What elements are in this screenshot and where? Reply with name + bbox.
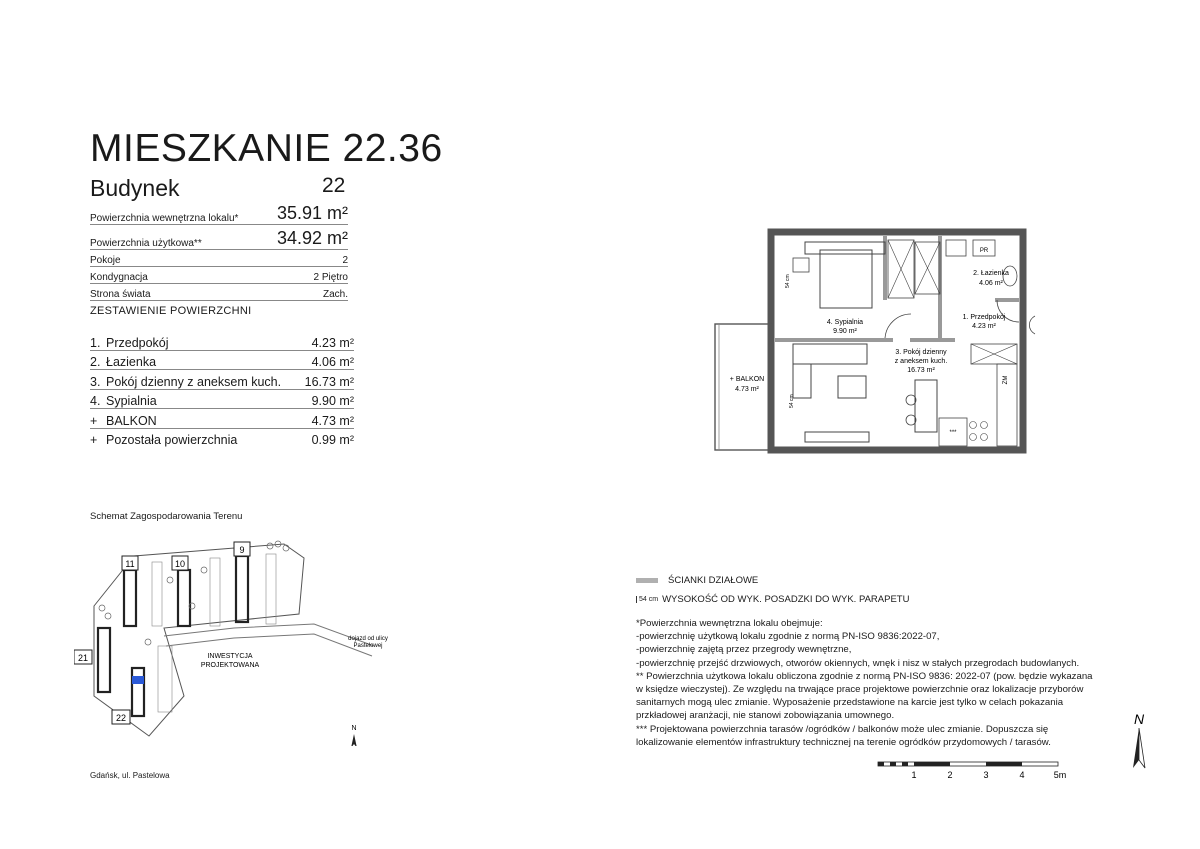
room-living-sub: z aneksem kuch.: [894, 358, 948, 365]
surfaces-table: [90, 331, 354, 447]
info-label: Pokoje: [90, 255, 121, 266]
building-11-label: 11: [125, 559, 135, 569]
note-line: lokalizowanie elementów infrastruktury technicznej na terenie ogródków przydomowych / tarasów.: [636, 736, 1051, 748]
access-label-2: Pastelowej: [353, 643, 383, 649]
note-line: -powierzchnię zajętą przez przegrody wewnętrzne,: [636, 644, 852, 656]
apartment-highlight: [132, 676, 144, 684]
surface-label: Przedpokój: [106, 335, 169, 350]
surface-row: [90, 370, 354, 390]
legend-sill: [636, 594, 909, 605]
info-row-internal-area: [90, 202, 348, 225]
nightstand: [793, 258, 809, 272]
surface-row: [90, 351, 354, 371]
building-10-label: 10: [174, 559, 186, 569]
location-label: Gdańsk, ul. Pastelowa: [90, 771, 170, 780]
sofa: [793, 344, 867, 364]
room-living-label: 3. Pokój dzienny: [895, 349, 947, 356]
surface-num: +: [90, 433, 98, 447]
stars-label: ***: [949, 430, 957, 436]
note-line: -powierzchnię przejść drzwiowych, otworów okiennych, wnęk i nisz w stałych przegrodach budowlanych.: [636, 657, 1080, 669]
pr-label: PR: [979, 248, 989, 254]
building-21: [98, 628, 110, 692]
note-line: przkładowej aranżacji, nie stanowi zobowiązania umownego.: [636, 710, 895, 722]
info-value: 2 Piętro: [313, 272, 348, 283]
note-line: *** Projektowana powierzchnia tarasów /ogródków / balkonów może ulec zmianie. Dopuszcza się: [636, 723, 1049, 735]
tv-cabinet: [805, 432, 869, 442]
surface-value: 0.99 m²: [311, 433, 354, 447]
scale-tick-5: 5m: [1053, 770, 1067, 780]
building-11: [124, 570, 136, 626]
headboard: [805, 242, 885, 254]
building-22: [132, 668, 144, 716]
surface-row: [90, 409, 354, 429]
north-label: N: [1133, 711, 1145, 727]
surface-label: BALKON: [106, 413, 157, 428]
info-value: 35.91 m²: [276, 203, 348, 223]
building-10: [178, 570, 190, 626]
note-line: sanitarnych mogą ulec zmianie. Wyposażenie przedstawione na karcie jest tylko w celach pokazania: [636, 697, 1064, 709]
info-label: Kondygnacja: [90, 272, 148, 283]
info-row-orientation: [90, 284, 348, 301]
notes: [636, 617, 1156, 749]
parking: [152, 562, 162, 626]
info-value: 34.92 m²: [276, 228, 348, 248]
room-bath-label: 2. Łazienka: [973, 270, 1009, 277]
surface-label: Pozostała powierzchnia: [106, 433, 238, 447]
note-line: ** Powierzchnia użytkowa lokalu obliczona zgodnie z normą PN-ISO 9836: 2022-07 (pow. będzie wykazana: [636, 670, 1093, 682]
balcony-area: 4.73 m²: [735, 386, 759, 393]
room-bed-label: 4. Sypialnia: [826, 319, 864, 326]
room-bed-area: 9.90 m²: [833, 328, 857, 335]
site-boundary: [94, 544, 304, 736]
info-value: Zach.: [322, 289, 348, 300]
north-arrow-icon: [1124, 710, 1154, 770]
surface-num: 2.: [90, 355, 101, 369]
balcony-label: + BALKON: [729, 376, 765, 383]
access-road: [166, 634, 372, 656]
room-living-area: 16.73 m²: [907, 367, 935, 374]
parking: [266, 554, 276, 624]
surface-value: 16.73 m²: [304, 374, 354, 389]
building-9-label: 9: [239, 545, 245, 555]
partition-swatch: [636, 578, 658, 583]
note-line: *Powierzchnia wewnętrzna lokalu obejmuje:: [636, 618, 823, 629]
surface-value: 4.06 m²: [311, 355, 354, 369]
investment-label-2: PROJEKTOWANA: [200, 662, 260, 669]
parking: [158, 646, 172, 712]
sill-height-marker: 54 cm: [785, 274, 791, 288]
floor-plan: [705, 228, 1045, 454]
info-label: Strona świata: [90, 289, 151, 300]
site-plan: [74, 536, 404, 746]
legend-sill-text: WYSOKOŚĆ OD WYK. POSADZKI DO WYK. PARAPETU: [662, 594, 910, 605]
surface-num: 4.: [90, 394, 101, 408]
building-label: Budynek: [90, 175, 180, 201]
info-label: Powierzchnia użytkowa**: [90, 238, 202, 249]
washbasin: [946, 240, 966, 256]
info-value: 2: [342, 255, 348, 266]
scale-tick-3: 3: [983, 770, 989, 780]
bed: [820, 250, 872, 308]
site-north-label: N: [351, 725, 357, 732]
surface-label: Pokój dzienny z aneksem kuch.: [106, 374, 282, 389]
surface-label: Sypialnia: [106, 394, 157, 408]
page-title: MIESZKANIE 22.36: [90, 127, 443, 170]
entry-door-arc: [1029, 316, 1035, 334]
building-9: [236, 556, 248, 622]
surface-value: 4.23 m²: [311, 335, 354, 350]
summary-title: ZESTAWIENIE POWIERZCHNI: [90, 305, 252, 317]
building-22-label: 22: [115, 713, 127, 723]
investment-label-1: INWESTYCJA: [207, 653, 253, 660]
surface-row: [90, 331, 354, 351]
scale-tick-2: 2: [947, 770, 953, 780]
info-row-floor: [90, 267, 348, 284]
zm-label: ZM: [1003, 375, 1009, 385]
site-north-arrow-icon: [351, 734, 357, 746]
surface-num: 1.: [90, 335, 101, 350]
parking: [210, 558, 220, 626]
info-table: [90, 202, 348, 301]
surface-row: [90, 429, 354, 448]
room-hall-area: 4.23 m²: [972, 323, 996, 330]
access-label-1: dojazd od ulicy: [348, 636, 388, 642]
surface-num: +: [90, 413, 98, 428]
sill-height-marker: 54 cm: [789, 394, 795, 408]
legend: [636, 574, 909, 605]
surface-value: 9.90 m²: [311, 394, 354, 408]
coffee-table: [838, 376, 866, 398]
door-arc: [885, 314, 911, 338]
legend-partitions-text: ŚCIANKI DZIAŁOWE: [668, 574, 759, 586]
sofa-chaise: [793, 364, 811, 398]
room-hall-label: 1. Przedpokój: [962, 314, 1006, 321]
note-line: -powierzchnię użytkową lokalu zgodnie z normą PN-ISO 9836:2022-07,: [636, 631, 940, 643]
info-label: Powierzchnia wewnętrzna lokalu*: [90, 213, 239, 224]
scale-tick-4: 4: [1019, 770, 1025, 780]
surface-row: [90, 390, 354, 410]
building-value: 22: [322, 174, 346, 197]
building-21-label: 21: [77, 653, 89, 663]
legend-partitions: [636, 574, 909, 586]
room-bath-area: 4.06 m²: [979, 280, 1003, 287]
info-row-usable-area: [90, 225, 348, 250]
surface-value: 4.73 m²: [311, 413, 354, 428]
note-line: w księdze wieczystej). Ze względu na trwające prace projektowe powierzchnie oraz lokalizacje przyborów: [636, 684, 1084, 696]
info-row-rooms: [90, 250, 348, 267]
dining-table: [915, 380, 937, 432]
surface-num: 3.: [90, 374, 101, 389]
legend-sill-value: 54 cm: [636, 596, 658, 603]
scale-tick-1: 1: [911, 770, 917, 780]
scale-bar: [876, 760, 1076, 790]
surface-label: Łazienka: [106, 355, 157, 369]
site-plan-caption: Schemat Zagospodarowania Terenu: [90, 511, 243, 522]
